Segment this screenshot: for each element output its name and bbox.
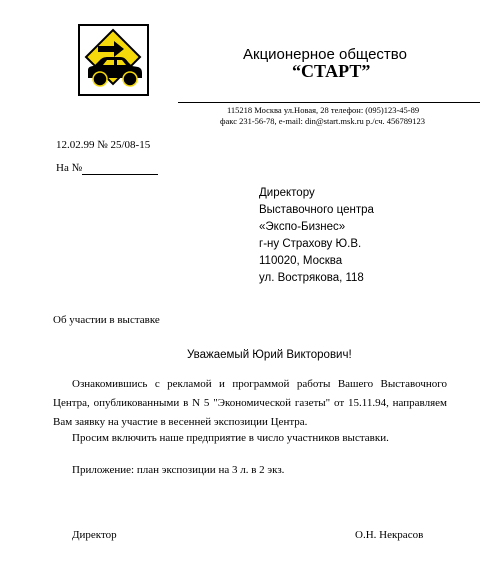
recipient-line: 110020, Москва bbox=[259, 255, 343, 267]
recipient-line: ул. Вострякова, 118 bbox=[259, 272, 364, 284]
date-number: 12.02.99 № 25/08-15 bbox=[56, 139, 151, 151]
salutation: Уважаемый Юрий Викторович! bbox=[187, 349, 352, 361]
signature-position: Директор bbox=[72, 529, 117, 541]
body-paragraph-1: Ознакомившись с рекламой и программой работы Вашего Выставочного Центра, опубликованными в N 5 "Экономической газеты" от 15.11.94, направляем Вам заявку на участие в весенней экспозиции Центра. bbox=[53, 378, 447, 428]
recipient-line: г-ну Страхову Ю.В. bbox=[259, 238, 362, 250]
recipient-line: Директору bbox=[259, 187, 315, 199]
in-reply-blank-line bbox=[82, 162, 158, 175]
signature-name: О.Н. Некрасов bbox=[355, 529, 424, 541]
company-address: 115218 Москва ул.Новая, 28 телефон: (095)123-45-89 bbox=[227, 105, 420, 115]
company-logo bbox=[78, 24, 149, 96]
body-paragraph-2: Просим включить наше предприятие в число участников выставки. bbox=[72, 432, 389, 444]
recipient-block bbox=[259, 185, 374, 287]
road-sign-car-arrow-icon bbox=[80, 26, 147, 94]
subject: Об участии в выставке bbox=[53, 314, 160, 326]
recipient-line: Выставочного центра bbox=[259, 204, 374, 216]
company-name-line2: “СТАРТ” bbox=[292, 61, 371, 81]
company-name-line1: Акционерное общество bbox=[243, 46, 407, 63]
header-rule bbox=[178, 102, 480, 103]
in-reply-field bbox=[56, 162, 158, 175]
recipient-line: «Экспо-Бизнес» bbox=[259, 221, 346, 233]
in-reply-label: На № bbox=[56, 162, 83, 174]
attachment-note: Приложение: план экспозиции на 3 л. в 2 экз. bbox=[72, 464, 285, 476]
company-contacts: факс 231-56-78, e-mail: din@start.msk.ru р./сч. 456789123 bbox=[220, 116, 426, 126]
